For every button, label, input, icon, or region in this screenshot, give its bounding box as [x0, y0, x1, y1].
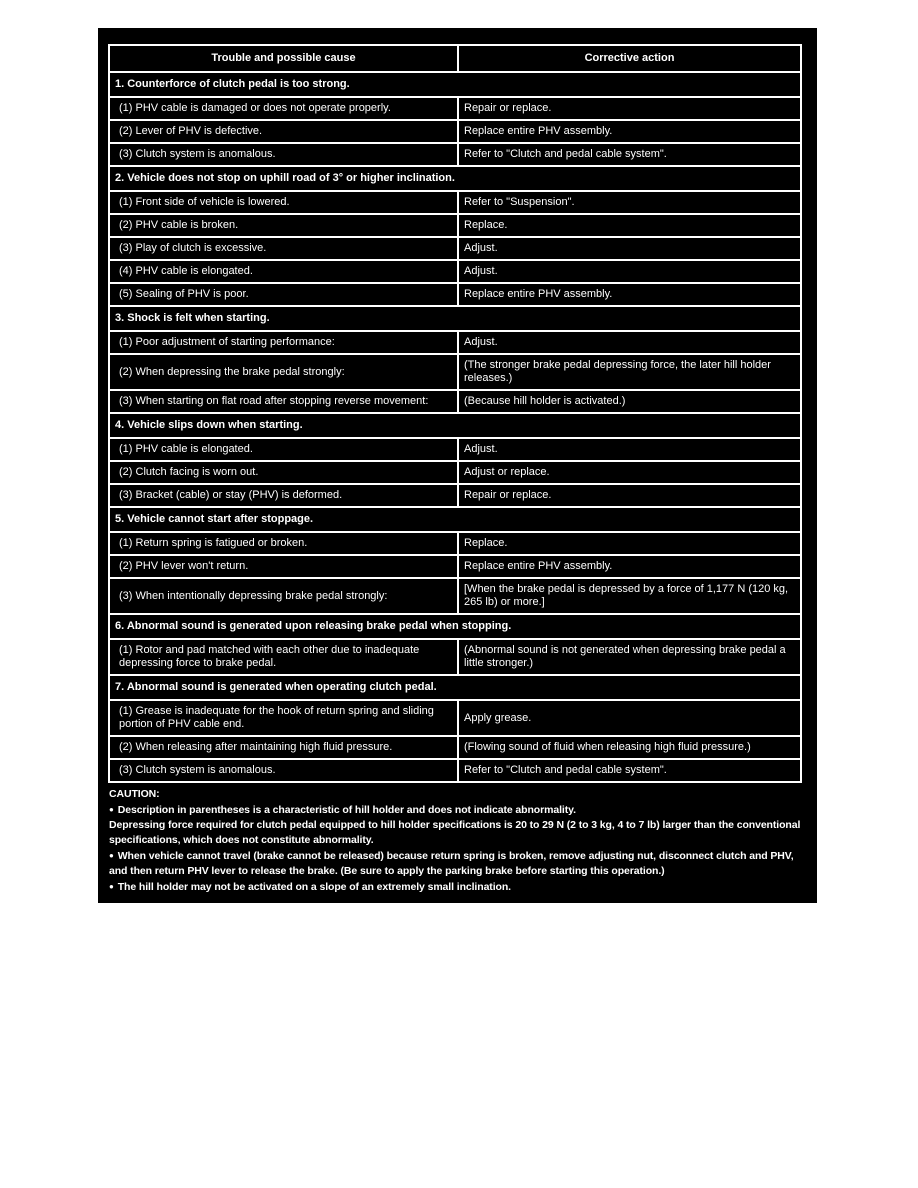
section-title-row	[109, 507, 801, 532]
cause-cell: (3) When starting on flat road after stopping reverse movement:	[109, 390, 458, 413]
table-row	[109, 331, 801, 354]
table-row	[109, 120, 801, 143]
cause-cell: (3) When intentionally depressing brake pedal strongly:	[109, 578, 458, 614]
action-cell: (Because hill holder is activated.)	[458, 390, 801, 413]
cause-cell: (1) Grease is inadequate for the hook of return spring and sliding portion of PHV cable end.	[109, 700, 458, 736]
cause-cell: (5) Sealing of PHV is poor.	[109, 283, 458, 306]
table-row	[109, 191, 801, 214]
cause-cell: (3) Clutch system is anomalous.	[109, 759, 458, 782]
action-cell: [When the brake pedal is depressed by a force of 1,177 N (120 kg, 265 lb) or more.]	[458, 578, 801, 614]
caution-block	[109, 787, 808, 895]
table-row	[109, 438, 801, 461]
action-cell: Adjust.	[458, 331, 801, 354]
caution-note-text: Description in parentheses is a characteristic of hill holder and does not indicate abnormality.	[117, 804, 576, 816]
table-row	[109, 578, 801, 614]
action-cell: Adjust.	[458, 438, 801, 461]
table-row	[109, 354, 801, 390]
caution-note	[109, 879, 808, 895]
cause-cell: (1) Rotor and pad matched with each other due to inadequate depressing force to brake pedal.	[109, 639, 458, 675]
action-cell: Adjust.	[458, 237, 801, 260]
table-header-row	[109, 45, 801, 72]
section-title: 7. Abnormal sound is generated when operating clutch pedal.	[109, 675, 801, 700]
bullet-icon: ●	[109, 805, 114, 814]
cause-cell: (3) Clutch system is anomalous.	[109, 143, 458, 166]
section-title: 1. Counterforce of clutch pedal is too strong.	[109, 72, 801, 97]
action-cell: Repair or replace.	[458, 97, 801, 120]
cause-cell: (1) PHV cable is damaged or does not operate properly.	[109, 97, 458, 120]
bullet-icon: ●	[109, 882, 114, 891]
table-row	[109, 390, 801, 413]
section-title-row	[109, 413, 801, 438]
action-cell: Refer to "Clutch and pedal cable system".	[458, 759, 801, 782]
table-row	[109, 700, 801, 736]
cause-cell: (1) Return spring is fatigued or broken.	[109, 532, 458, 555]
table-row	[109, 759, 801, 782]
table-row	[109, 143, 801, 166]
caution-notes	[109, 802, 808, 895]
caution-note	[109, 848, 808, 879]
table-row	[109, 555, 801, 578]
action-cell: Adjust.	[458, 260, 801, 283]
column-header-corrective-action: Corrective action	[458, 45, 801, 72]
cause-cell: (2) When depressing the brake pedal strongly:	[109, 354, 458, 390]
cause-cell: (1) Poor adjustment of starting performance:	[109, 331, 458, 354]
section-title: 2. Vehicle does not stop on uphill road of 3° or higher inclination.	[109, 166, 801, 191]
cause-cell: (3) Play of clutch is excessive.	[109, 237, 458, 260]
caution-note-text: Depressing force required for clutch pedal equipped to hill holder specifications is 20 to 29 N (2 to 3 kg, 4 to 7 lb) larger than the conventional specifications, which does not constitute abnormality.	[109, 819, 801, 846]
action-cell: Replace.	[458, 532, 801, 555]
section-title: 4. Vehicle slips down when starting.	[109, 413, 801, 438]
cause-cell: (1) Front side of vehicle is lowered.	[109, 191, 458, 214]
cause-cell: (2) When releasing after maintaining high fluid pressure.	[109, 736, 458, 759]
action-cell: Replace entire PHV assembly.	[458, 120, 801, 143]
cause-cell: (3) Bracket (cable) or stay (PHV) is deformed.	[109, 484, 458, 507]
caution-note	[109, 802, 808, 818]
action-cell: Refer to "Clutch and pedal cable system".	[458, 143, 801, 166]
section-title: 5. Vehicle cannot start after stoppage.	[109, 507, 801, 532]
section-title: 6. Abnormal sound is generated upon releasing brake pedal when stopping.	[109, 614, 801, 639]
table-body	[109, 72, 801, 782]
cause-cell: (4) PHV cable is elongated.	[109, 260, 458, 283]
section-title-row	[109, 306, 801, 331]
table-row	[109, 639, 801, 675]
table-row	[109, 461, 801, 484]
action-cell: Replace.	[458, 214, 801, 237]
caution-note	[109, 818, 808, 848]
table-row	[109, 214, 801, 237]
bullet-icon: ●	[109, 851, 114, 860]
table-row	[109, 484, 801, 507]
table-row	[109, 283, 801, 306]
action-cell: Replace entire PHV assembly.	[458, 283, 801, 306]
section-title-row	[109, 614, 801, 639]
section-title-row	[109, 72, 801, 97]
caution-note-text: The hill holder may not be activated on a slope of an extremely small inclination.	[117, 881, 511, 893]
table-row	[109, 97, 801, 120]
action-cell: Apply grease.	[458, 700, 801, 736]
cause-cell: (1) PHV cable is elongated.	[109, 438, 458, 461]
action-cell: (Flowing sound of fluid when releasing high fluid pressure.)	[458, 736, 801, 759]
section-title-row	[109, 166, 801, 191]
scanned-troubleshooting-panel	[98, 28, 817, 903]
action-cell: (The stronger brake pedal depressing force, the later hill holder releases.)	[458, 354, 801, 390]
cause-cell: (2) Clutch facing is worn out.	[109, 461, 458, 484]
table-row	[109, 736, 801, 759]
table-row	[109, 532, 801, 555]
cause-cell: (2) PHV cable is broken.	[109, 214, 458, 237]
table-row	[109, 260, 801, 283]
section-title-row	[109, 675, 801, 700]
action-cell: Adjust or replace.	[458, 461, 801, 484]
table-row	[109, 237, 801, 260]
cause-cell: (2) Lever of PHV is defective.	[109, 120, 458, 143]
caution-note-text: When vehicle cannot travel (brake cannot be released) because return spring is broken, remove adjusting nut, disconnect clutch and PHV, and then return PHV lever to release the brake. (Be sure to apply the parking brake before starting this operation.)	[109, 850, 794, 877]
column-header-trouble: Trouble and possible cause	[109, 45, 458, 72]
caution-label: CAUTION:	[109, 788, 160, 800]
action-cell: Repair or replace.	[458, 484, 801, 507]
section-title: 3. Shock is felt when starting.	[109, 306, 801, 331]
action-cell: Replace entire PHV assembly.	[458, 555, 801, 578]
action-cell: (Abnormal sound is not generated when depressing brake pedal a little stronger.)	[458, 639, 801, 675]
action-cell: Refer to "Suspension".	[458, 191, 801, 214]
troubleshooting-table	[108, 44, 802, 783]
cause-cell: (2) PHV lever won't return.	[109, 555, 458, 578]
